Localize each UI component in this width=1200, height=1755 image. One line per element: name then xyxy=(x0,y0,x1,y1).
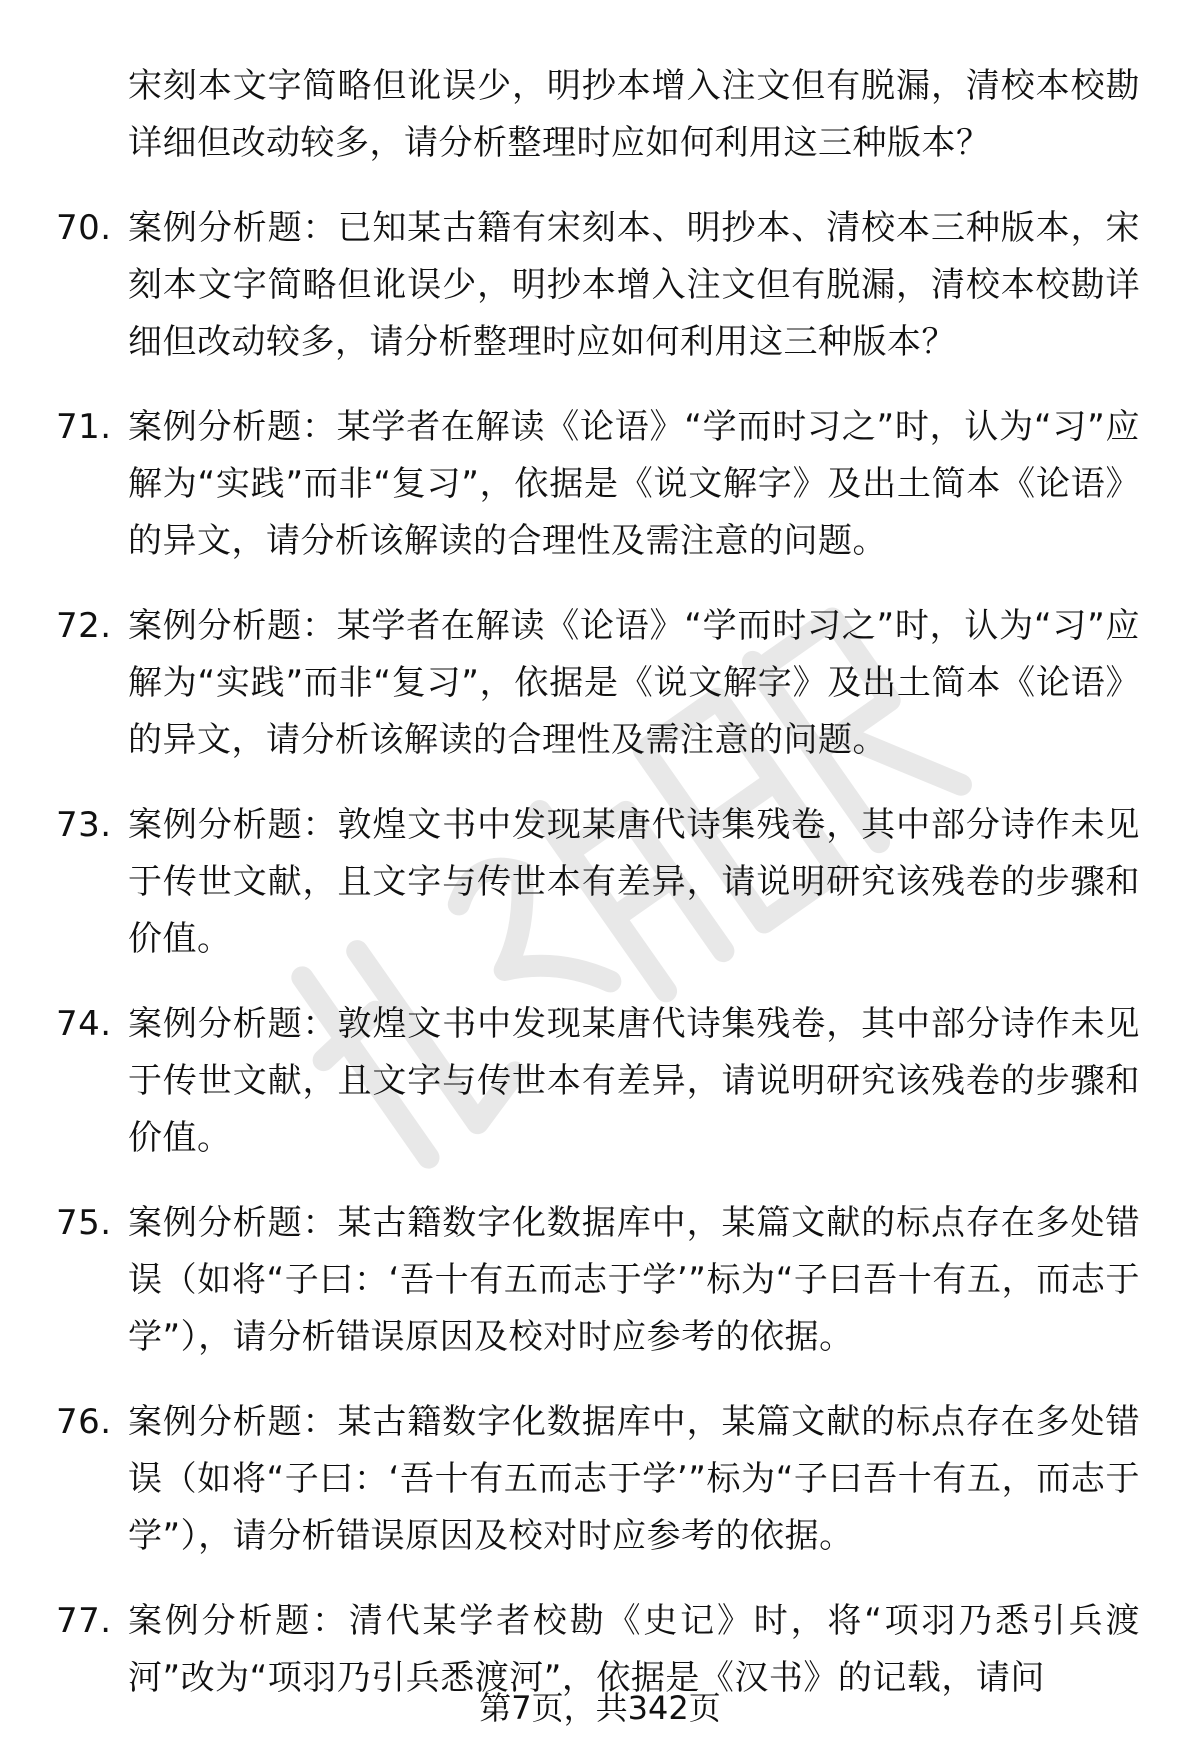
continued-question-text xyxy=(0,58,1200,172)
question-item xyxy=(0,797,1200,968)
question-number: 75. xyxy=(56,1203,112,1243)
question-item xyxy=(0,598,1200,769)
question-text: 案例分析题：敦煌文书中发现某唐代诗集残卷，其中部分诗作未见于传世文献，且文字与传世本有差异，请说明研究该残卷的步骤和价值。 xyxy=(128,1004,1140,1158)
question-text: 案例分析题：某古籍数字化数据库中，某篇文献的标点存在多处错误（如将“子曰：‘吾十有五而志于学’”标为“子曰吾十有五，而志于学”），请分析错误原因及校对时应参考的依据。 xyxy=(128,1203,1140,1357)
question-text: 案例分析题：某学者在解读《论语》“学而时习之”时，认为“习”应解为“实践”而非“复习”，依据是《说文解字》及出土简本《论语》的异文，请分析该解读的合理性及需注意的问题。 xyxy=(128,606,1140,760)
question-text: 案例分析题：清代某学者校勘《史记》时，将“项羽乃悉引兵渡河”改为“项羽乃引兵悉渡河”，依据是《汉书》的记载，请问 xyxy=(128,1601,1140,1698)
question-text: 案例分析题：某学者在解读《论语》“学而时习之”时，认为“习”应解为“实践”而非“复习”，依据是《说文解字》及出土简本《论语》的异文，请分析该解读的合理性及需注意的问题。 xyxy=(128,407,1140,561)
question-number: 71. xyxy=(56,407,112,447)
question-number: 74. xyxy=(56,1004,112,1044)
question-number: 77. xyxy=(56,1601,112,1641)
question-item xyxy=(0,399,1200,570)
question-text: 案例分析题：敦煌文书中发现某唐代诗集残卷，其中部分诗作未见于传世文献，且文字与传世本有差异，请说明研究该残卷的步骤和价值。 xyxy=(128,805,1140,959)
question-item xyxy=(0,200,1200,371)
page-number-label: 第7页，共342页 xyxy=(479,1689,721,1727)
question-number: 73. xyxy=(56,805,112,845)
page-footer xyxy=(0,1688,1200,1728)
question-number: 76. xyxy=(56,1402,112,1442)
question-list xyxy=(0,58,1200,1735)
question-number: 70. xyxy=(56,208,112,248)
question-text: 案例分析题：某古籍数字化数据库中，某篇文献的标点存在多处错误（如将“子曰：‘吾十有五而志于学’”标为“子曰吾十有五，而志于学”），请分析错误原因及校对时应参考的依据。 xyxy=(128,1402,1140,1556)
question-item xyxy=(0,1195,1200,1366)
question-number: 72. xyxy=(56,606,112,646)
question-text: 案例分析题：已知某古籍有宋刻本、明抄本、清校本三种版本，宋刻本文字简略但讹误少，明抄本增入注文但有脱漏，清校本校勘详细但改动较多，请分析整理时应如何利用这三种版本？ xyxy=(128,208,1140,362)
question-item xyxy=(0,996,1200,1167)
continued-text: 宋刻本文字简略但讹误少，明抄本增入注文但有脱漏，清校本校勘详细但改动较多，请分析整理时应如何利用这三种版本？ xyxy=(128,66,1140,163)
question-item xyxy=(0,1394,1200,1565)
